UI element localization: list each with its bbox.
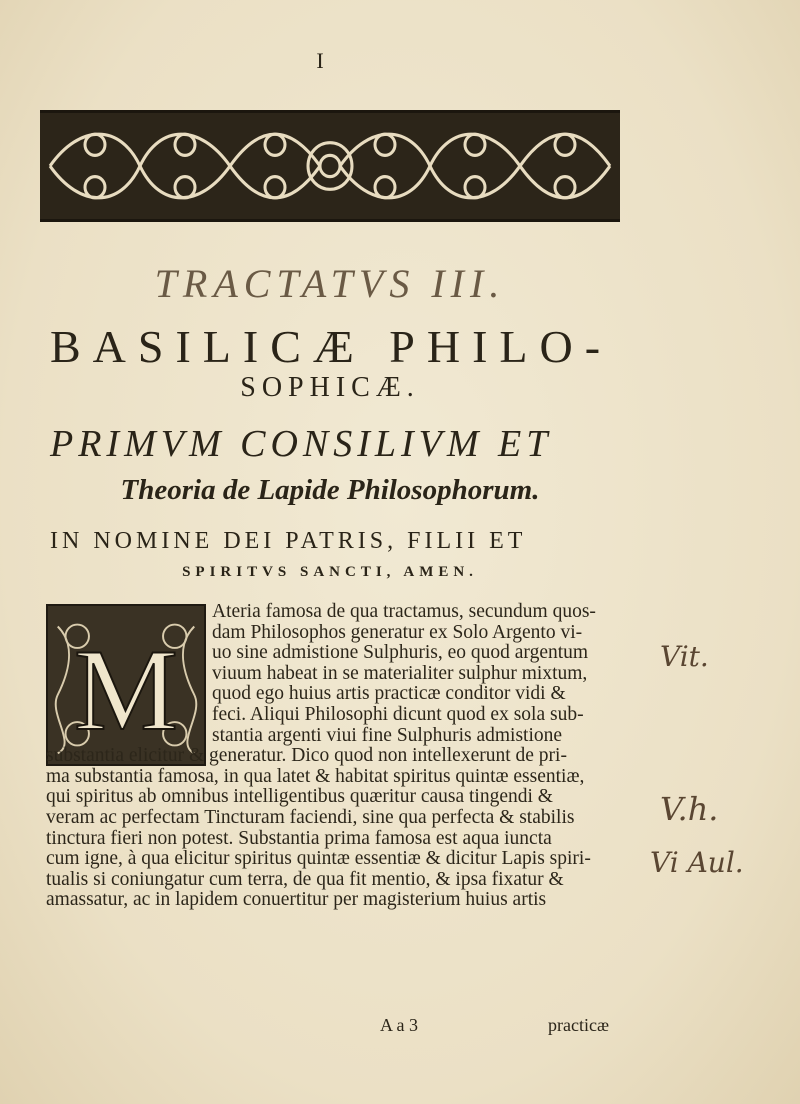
text-line: amassatur, ac in lapidem conuertitur per magisterium huius artis — [46, 890, 547, 911]
catchword: practicæ — [548, 1015, 609, 1035]
ornamental-headpiece — [40, 110, 620, 222]
initial-letter: M — [73, 625, 179, 755]
text-line: tinctura fieri non potest. Substantia prima famosa est aqua iuncta — [46, 828, 552, 849]
text-line: stantia argenti viui fine Sulphuris admistione — [212, 725, 563, 746]
text-line: Ateria famosa de qua tractamus, secundum quos- — [212, 602, 596, 622]
marginal-note: Vit. — [660, 640, 709, 673]
text-line: feci. Aliqui Philosophi dicunt quod ex sola sub- — [212, 704, 584, 725]
theoria-subtitle: Theoria de Lapide Philosophorum. — [120, 474, 540, 506]
title-line-2: SOPHICÆ. — [240, 372, 420, 403]
tractatus-heading: TRACTATVS III. — [154, 261, 506, 306]
text-line: viuum habeat in se materialiter sulphur mixtum, — [212, 663, 588, 684]
scrollwork-icon — [40, 113, 620, 219]
text-line: quod ego huius artis practicæ conditor vidi & — [212, 684, 566, 705]
text-line: uo sine admistione Sulphuris, eo quod argentum — [212, 643, 589, 664]
text-line: ma substantia famosa, in qua latet & habitat spiritus quintæ essentiæ, — [46, 766, 585, 787]
invocation-line-2: SPIRITVS SANCTI, AMEN. — [182, 564, 478, 580]
text-line: qui spiritus ab omnibus intelligentibus quæritur causa tingendi & — [46, 787, 553, 808]
text-line: veram ac perfectam Tincturam faciendi, sine qua perfecta & stabilis — [46, 807, 575, 828]
text-line: substantia elicitur & generatur. Dico quod non intellexerunt de pri- — [46, 746, 567, 767]
invocation-line-1: IN NOMINE DEI PATRIS, FILII ET — [50, 528, 527, 554]
page-number: I — [316, 48, 324, 73]
signature-mark: A a 3 — [380, 1015, 418, 1035]
text-line: cum igne, à qua elicitur spiritus quintæ essentiæ & dicitur Lapis spiri- — [46, 849, 591, 870]
text-line: dam Philosophos generatur ex Solo Argento vi- — [212, 622, 583, 643]
body-text — [46, 602, 636, 911]
text-line: tualis si coniungatur cum terra, de qua fit mentio, & ipsa fixatur & — [46, 869, 564, 890]
marginal-note: Vi Aul. — [650, 846, 744, 879]
primum-heading: PRIMVM CONSILIVM ET — [50, 423, 553, 465]
marginal-note: V.h. — [660, 790, 719, 828]
title-line-1: BASILICÆ PHILO- — [50, 321, 613, 372]
